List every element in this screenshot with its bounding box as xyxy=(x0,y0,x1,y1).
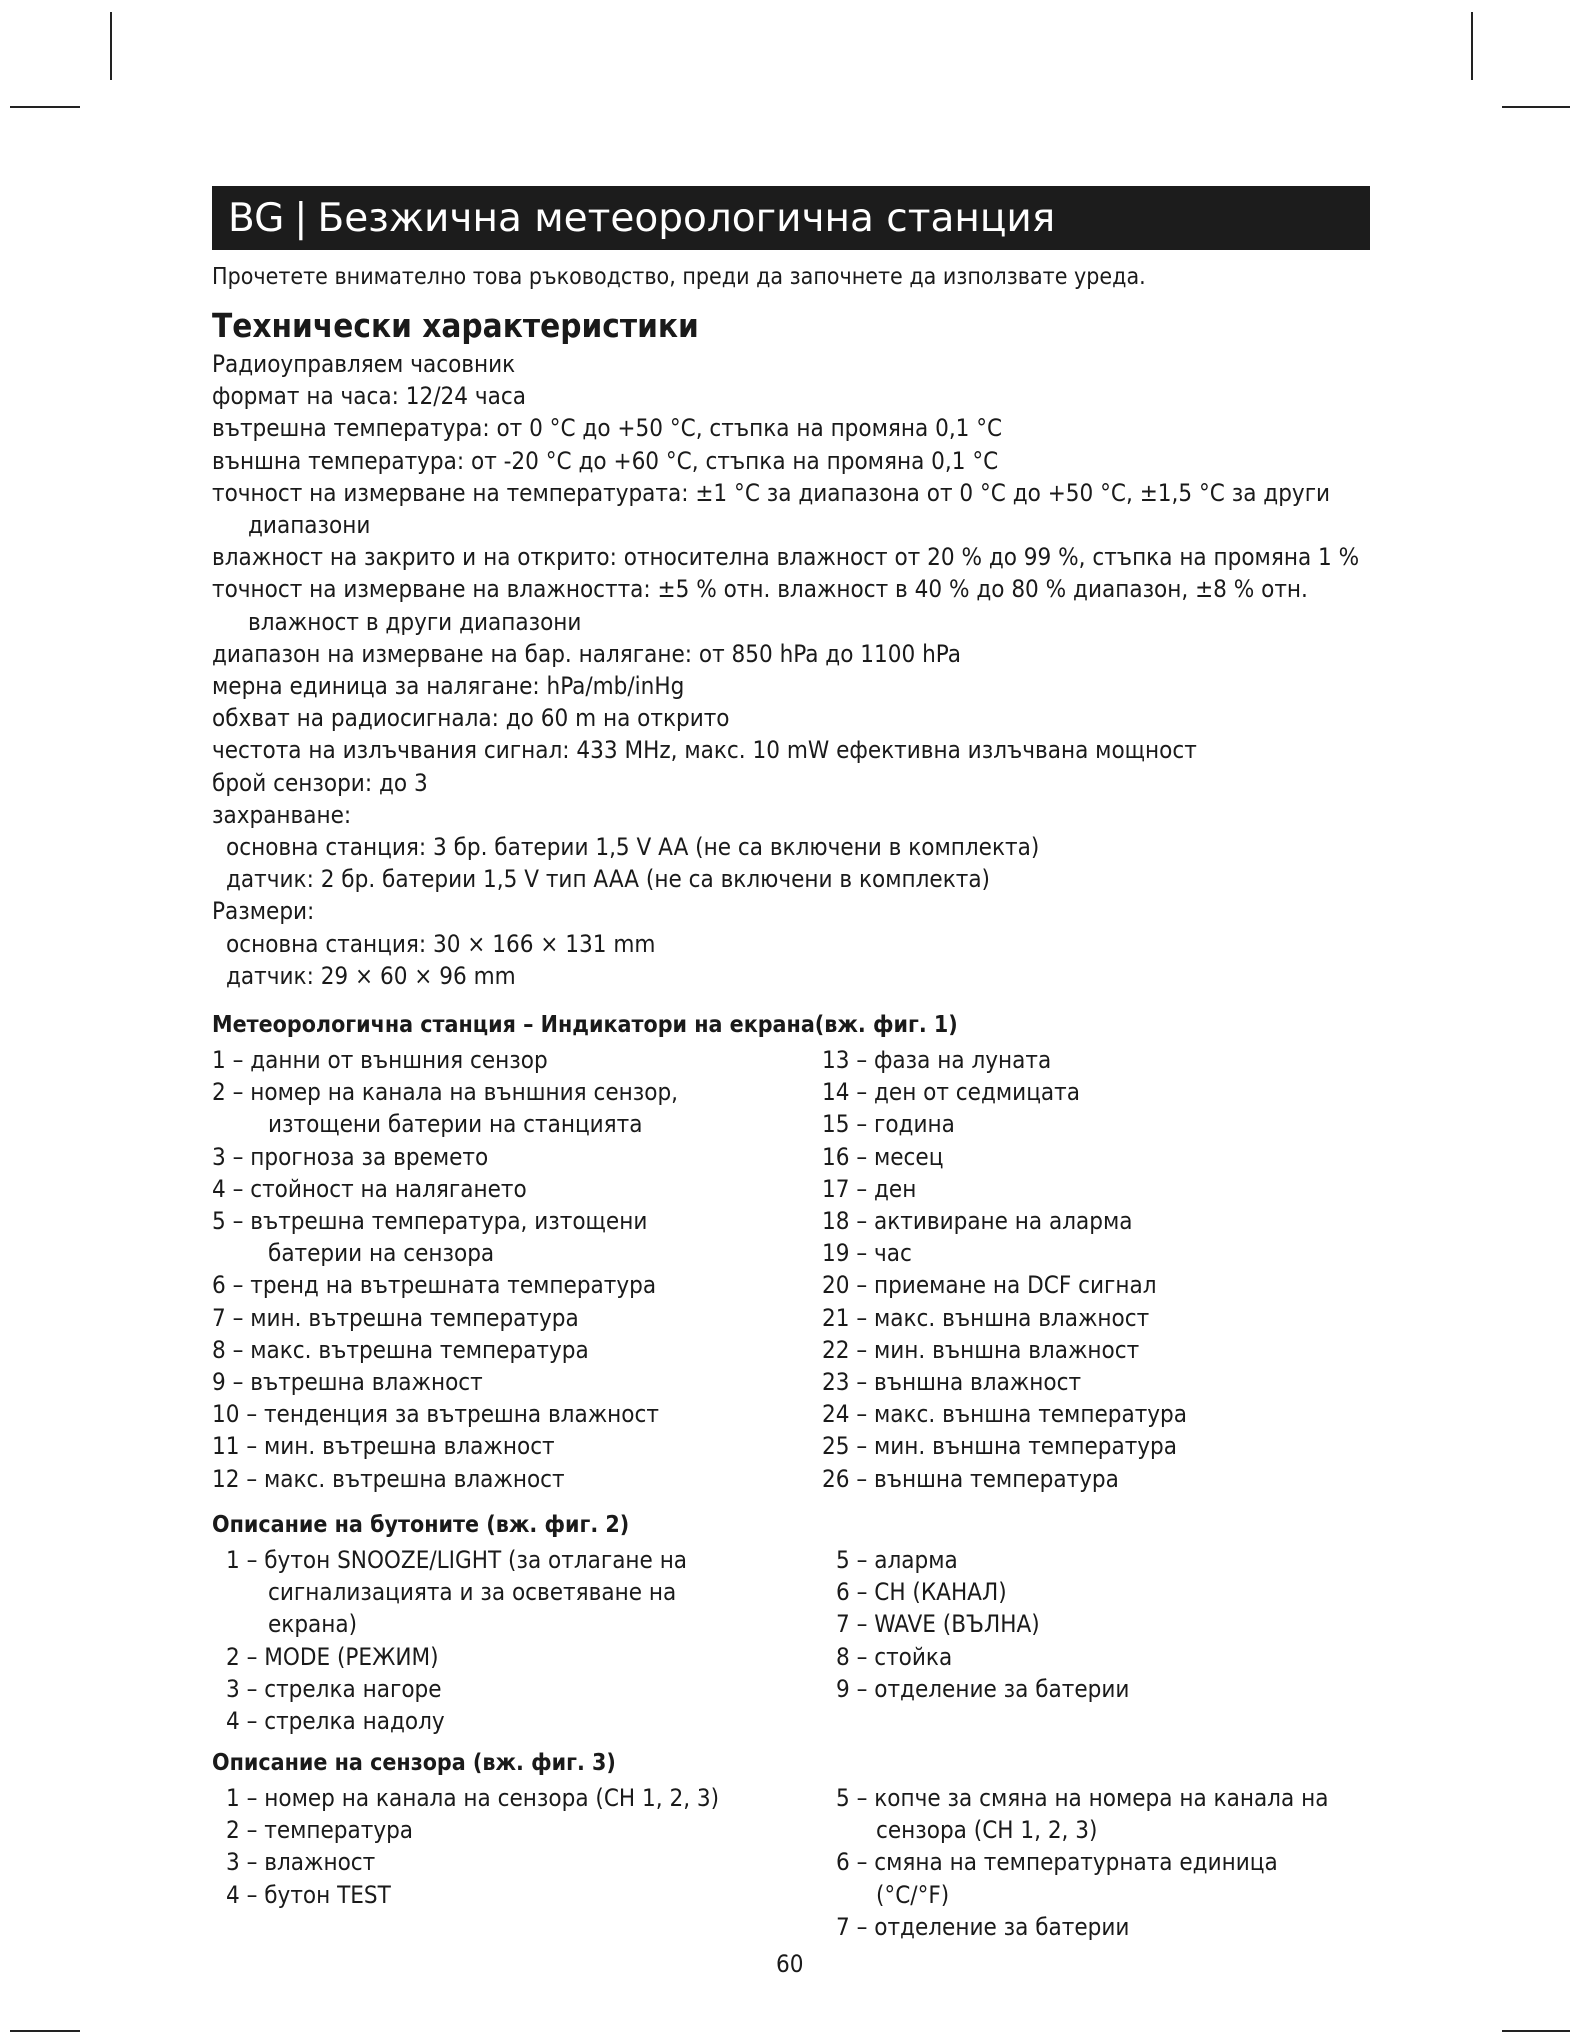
list-item: 13 – фаза на луната xyxy=(822,1046,1052,1074)
list-item: 6 – тренд на вътрешната температура xyxy=(212,1271,657,1300)
list-item: 3 – стрелка нагоре xyxy=(226,1674,442,1703)
spec-line: точност на измерване на влажността: ±5 % отн. влажност в 40 % до 80 % диапазон, ±8 % отн. xyxy=(212,575,1308,604)
spec-line: захранване: xyxy=(212,800,352,829)
list-item: 9 – вътрешна влажност xyxy=(212,1368,483,1397)
list-item: 9 – отделение за батерии xyxy=(836,1674,1130,1703)
list-item: 1 – данни от външния сензор xyxy=(212,1046,548,1074)
list-item: (°C/°F) xyxy=(876,1880,950,1909)
intro-text: Прочетете внимателно това ръководство, преди да започнете да използвате уреда. xyxy=(212,264,1146,290)
list-item: 4 – стойност на налягането xyxy=(212,1174,527,1203)
page-header xyxy=(212,186,1370,250)
list-item: 6 – смяна на температурната единица xyxy=(836,1848,1278,1877)
list-item: 4 – бутон TEST xyxy=(226,1880,391,1909)
list-item: 23 – външна влажност xyxy=(822,1368,1082,1397)
spec-line: точност на измерване на температурата: ±1 °C за диапазона от 0 °C до +50 °C, ±1,5 °C за други xyxy=(212,478,1331,507)
crop-mark xyxy=(1471,12,1473,80)
list-item: 17 – ден xyxy=(822,1174,917,1203)
list-item: 1 – номер на канала на сензора (CH 1, 2, 3) xyxy=(226,1784,720,1812)
list-item: 5 – копче за смяна на номера на канала на xyxy=(836,1784,1329,1812)
list-item: 2 – температура xyxy=(226,1816,414,1845)
spec-line: влажност на закрито и на открито: относителна влажност от 20 % до 99 %, стъпка на промяна 1 % xyxy=(212,543,1360,572)
sensor-list-right xyxy=(836,1782,1328,1943)
spec-line: влажност в други диапазони xyxy=(248,607,582,636)
buttons-heading: Описание на бутоните (вж. фиг. 2) xyxy=(212,1512,630,1538)
spec-line: основна станция: 30 × 166 × 131 mm xyxy=(226,929,656,958)
crop-mark xyxy=(1502,2030,1570,2032)
list-item: 16 – месец xyxy=(822,1142,944,1171)
list-item: екрана) xyxy=(268,1610,358,1639)
list-item: батерии на сензора xyxy=(268,1239,495,1268)
list-item: 7 – мин. вътрешна температура xyxy=(212,1303,579,1332)
page-title: Безжична метеорологична станция xyxy=(317,195,1056,241)
list-item: 21 – макс. външна влажност xyxy=(822,1303,1150,1332)
specs-list xyxy=(212,348,1372,992)
crop-mark xyxy=(10,106,80,108)
spec-line: датчик: 2 бр. батерии 1,5 V тип AAA (не са включени в комплекта) xyxy=(226,865,990,894)
spec-line: честота на излъчвания сигнал: 433 MHz, макс. 10 mW ефективна излъчвана мощност xyxy=(212,736,1197,765)
list-item: 3 – прогноза за времето xyxy=(212,1142,489,1171)
spec-line: Размери: xyxy=(212,897,315,926)
list-item: 2 – номер на канала на външния сензор, xyxy=(212,1078,679,1107)
list-item: 5 – вътрешна температура, изтощени xyxy=(212,1207,648,1236)
list-item: 22 – мин. външна влажност xyxy=(822,1335,1140,1364)
spec-line: основна станция: 3 бр. батерии 1,5 V AA (не са включени в комплекта) xyxy=(226,833,1040,862)
spec-line: вътрешна температура: от 0 °C до +50 °C, стъпка на промяна 0,1 °C xyxy=(212,414,1003,443)
list-item: 25 – мин. външна температура xyxy=(822,1432,1177,1461)
spec-line: Радиоуправляем часовник xyxy=(212,350,516,378)
list-item: 24 – макс. външна температура xyxy=(822,1400,1187,1429)
language-code: BG xyxy=(228,195,285,241)
list-item: 7 – WAVE (ВЪЛНА) xyxy=(836,1610,1040,1639)
list-item: 14 – ден от седмицата xyxy=(822,1078,1080,1107)
list-item: 15 – година xyxy=(822,1110,955,1139)
spec-line: обхват на радиосигнала: до 60 m на открито xyxy=(212,704,730,733)
crop-mark xyxy=(110,12,112,80)
list-item: 8 – макс. вътрешна температура xyxy=(212,1335,589,1364)
list-item: 8 – стойка xyxy=(836,1642,953,1671)
list-item: 1 – бутон SNOOZE/LIGHT (за отлагане на xyxy=(226,1546,688,1574)
display-list-left xyxy=(212,1044,678,1495)
list-item: 20 – приемане на DCF сигнал xyxy=(822,1271,1157,1300)
spec-line: брой сензори: до 3 xyxy=(212,768,428,797)
spec-line: формат на часа: 12/24 часа xyxy=(212,382,526,411)
spec-line: външна температура: от -20 °C до +60 °C, стъпка на промяна 0,1 °C xyxy=(212,446,999,475)
spec-line: датчик: 29 × 60 × 96 mm xyxy=(226,961,516,990)
crop-mark xyxy=(1502,106,1570,108)
header-separator: | xyxy=(294,195,308,241)
list-item: 26 – външна температура xyxy=(822,1464,1119,1493)
list-item: изтощени батерии на станцията xyxy=(268,1110,643,1139)
list-item: 19 – час xyxy=(822,1239,912,1268)
specs-heading: Технически характеристики xyxy=(212,306,699,345)
spec-line: мерна единица за налягане: hPa/mb/inHg xyxy=(212,672,685,701)
list-item: 12 – макс. вътрешна влажност xyxy=(212,1464,565,1493)
list-item: 4 – стрелка надолу xyxy=(226,1707,445,1736)
display-heading: Метеорологична станция – Индикатори на екрана(вж. фиг. 1) xyxy=(212,1012,958,1038)
spec-line: диапазони xyxy=(248,511,371,540)
list-item: 7 – отделение за батерии xyxy=(836,1912,1130,1941)
sensor-heading: Описание на сензора (вж. фиг. 3) xyxy=(212,1750,616,1776)
page-number: 60 xyxy=(776,1950,804,1978)
spec-line: диапазон на измерване на бар. налягане: от 850 hPa до 1100 hPa xyxy=(212,639,961,668)
list-item: 11 – мин. вътрешна влажност xyxy=(212,1432,555,1461)
display-list-right xyxy=(822,1044,1187,1495)
list-item: 2 – MODE (РЕЖИМ) xyxy=(226,1642,439,1671)
list-item: 6 – CH (КАНАЛ) xyxy=(836,1578,1007,1607)
list-item: 18 – активиране на аларма xyxy=(822,1207,1133,1236)
list-item: 5 – аларма xyxy=(836,1546,958,1574)
sensor-list-left xyxy=(226,1782,719,1911)
crop-mark xyxy=(10,2030,80,2032)
list-item: 3 – влажност xyxy=(226,1848,376,1877)
buttons-list-left xyxy=(226,1544,687,1737)
buttons-list-right xyxy=(836,1544,1129,1705)
list-item: сензора (CH 1, 2, 3) xyxy=(876,1816,1098,1845)
list-item: 10 – тенденция за вътрешна влажност xyxy=(212,1400,659,1429)
list-item: сигнализацията и за осветяване на xyxy=(268,1578,677,1607)
